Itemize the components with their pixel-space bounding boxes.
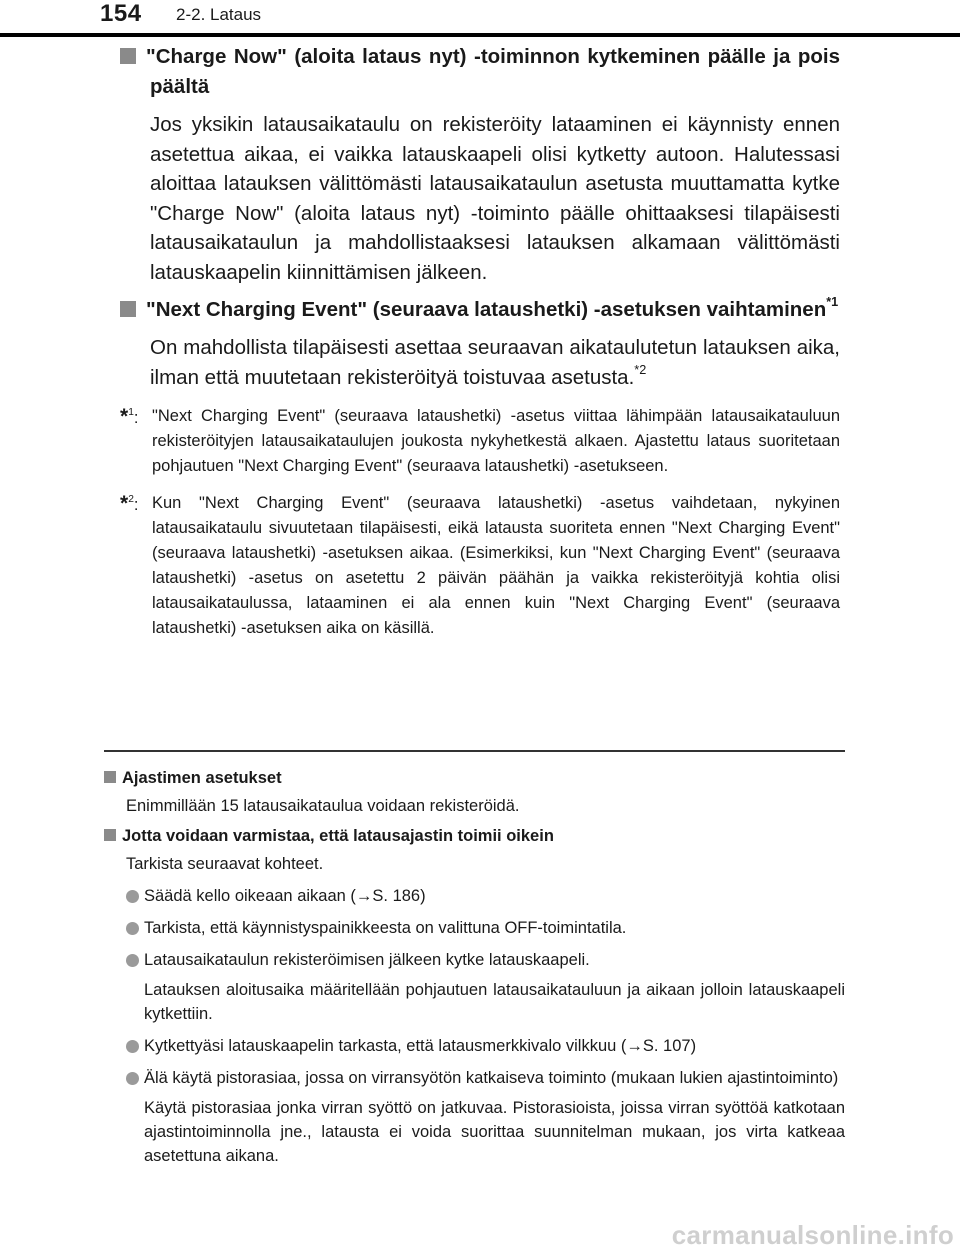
note-timer-title: [104, 766, 845, 790]
circle-bullet-icon: [126, 890, 139, 903]
footnote-2: [120, 491, 840, 641]
square-bullet-icon: [104, 829, 116, 841]
chapter-title: 2-2. Lataus: [176, 5, 262, 24]
watermark: carmanualsonline.info: [671, 1220, 954, 1250]
list-item: [104, 948, 845, 972]
list-item: [104, 1034, 845, 1058]
circle-bullet-icon: [126, 922, 139, 935]
list-item: [104, 884, 845, 908]
note-title-text: Jotta voidaan varmistaa, että latausajastin toimii oikein: [122, 827, 554, 845]
footnote-star: *: [120, 492, 129, 515]
footnote-ref: *1: [826, 294, 839, 310]
body-text: On mahdollista tilapäisesti asettaa seuraavan aikataulutetun latauksen aika, ilman että muutetaan rekisteröityä toistuvaa asetusta.: [150, 336, 840, 389]
section-next-event-title: [120, 295, 840, 325]
note-timer-text: Enimmillään 15 latausaikataulua voidaan rekisteröidä.: [126, 797, 520, 815]
section-divider: [104, 750, 845, 752]
footnote-marker: *$^2$:: [120, 492, 139, 515]
footnote-star: *: [120, 405, 129, 428]
list-item-text: Latausaikataulun rekisteröimisen jälkeen kytke latauskaapeli.: [144, 951, 590, 969]
square-bullet-icon: [120, 48, 136, 64]
list-item-text: Kytkettyäsi latauskaapelin tarkasta, että latausmerkkivalo vilkkuu (→S. 107): [144, 1037, 697, 1055]
header-rule: [0, 33, 960, 37]
section-next-event-body: [120, 333, 840, 392]
main-content: [120, 42, 840, 641]
footnote-text: "Next Charging Event" (seuraava lataushetki) -asetus viittaa lähimpään latausaikatauluun rekisteröityjen latausaikataulujen joukosta nykyhetkestä alkaen. Ajastettu lataus suoritetaan pohjautuen "Next Charging Event" (seuraava lataushetki) -asetukseen.: [152, 407, 840, 475]
footnote-marker: *$^1$:: [120, 405, 139, 428]
page-header: [0, 0, 960, 40]
note-title-text: Ajastimen asetukset: [122, 769, 282, 787]
section-title-text: "Next Charging Event" (seuraava lataushetki) -asetuksen vaihtaminen: [146, 298, 827, 321]
footnote-ref: *2: [634, 361, 647, 377]
list-item-detail: Latauksen aloitusaika määritellään pohjautuen latausaikatauluun ja aikaan jolloin latauskaapeli kytkettiin.: [144, 981, 845, 1023]
section-charge-now-title: [120, 42, 840, 102]
square-bullet-icon: [104, 771, 116, 783]
list-item: [104, 1066, 845, 1090]
footnote-number: 1: [128, 406, 134, 418]
section-charge-now-body: Jos yksikin latausaikataulu on rekisteröity lataaminen ei käynnisty ennen asetettua aikaa, ei vaikka latauskaapeli olisi kytketty autoon. Halutessasi aloittaa latauksen välittömästi latausaikataulun asetusta muuttamatta kytke "Charge Now" (aloita lataus nyt) -toiminto päälle ohittaaksesi tilapäisesti latausaikataulun ja mahdollistaaksesi latauksen alkamaan välittömästi latauskaapelin kiinnittämisen jälkeen.: [150, 113, 840, 284]
list-item-text: Tarkista, että käynnistyspainikkeesta on valittuna OFF-toimintatila.: [144, 919, 627, 937]
notes-section: [104, 760, 845, 1168]
page-number: 154: [100, 0, 142, 27]
footnote-1: [120, 404, 840, 479]
circle-bullet-icon: [126, 1072, 139, 1085]
list-item-text: Säädä kello oikeaan aikaan (→S. 186): [144, 887, 426, 905]
square-bullet-icon: [120, 301, 136, 317]
note-ensure-text: Tarkista seuraavat kohteet.: [126, 855, 324, 873]
note-ensure-title: [104, 824, 845, 848]
footnote-text: Kun "Next Charging Event" (seuraava lataushetki) -asetus vaihdetaan, nykyinen latausaikataulu sivuutetaan tilapäisesti, eikä latausta suoriteta ennen "Next Charging Event" (seuraava lataushetki) -asetuksen aikaa. (Esimerkiksi, kun "Next Charging Event" (seuraava lataushetki) -asetus on asetettu 2 päivän päähän ja vaikka rekisteröityjä kohtia olisi latausaikataulussa, lataaminen ei ala ennen kuin "Next Charging Event" (seuraava lataushetki) -asetuksen aika on käsillä.: [152, 494, 840, 637]
circle-bullet-icon: [126, 954, 139, 967]
list-item-detail: Käytä pistorasiaa jonka virran syöttö on jatkuvaa. Pistorasioista, joissa virran syöttöä katkotaan ajastintoiminnolla jne., latausta ei voida suorittaa suunnitelman mukaan, jos virta katkeaa asetettuna aikana.: [144, 1099, 845, 1165]
list-item-text: Älä käytä pistorasiaa, jossa on virransyötön katkaiseva toiminto (mukaan lukien ajastintoiminto): [144, 1069, 839, 1087]
circle-bullet-icon: [126, 1040, 139, 1053]
section-title-text: "Charge Now" (aloita lataus nyt) -toiminnon kytkeminen päälle ja pois päältä: [146, 45, 840, 98]
list-item: [104, 916, 845, 940]
footnote-number: 2: [128, 493, 134, 505]
